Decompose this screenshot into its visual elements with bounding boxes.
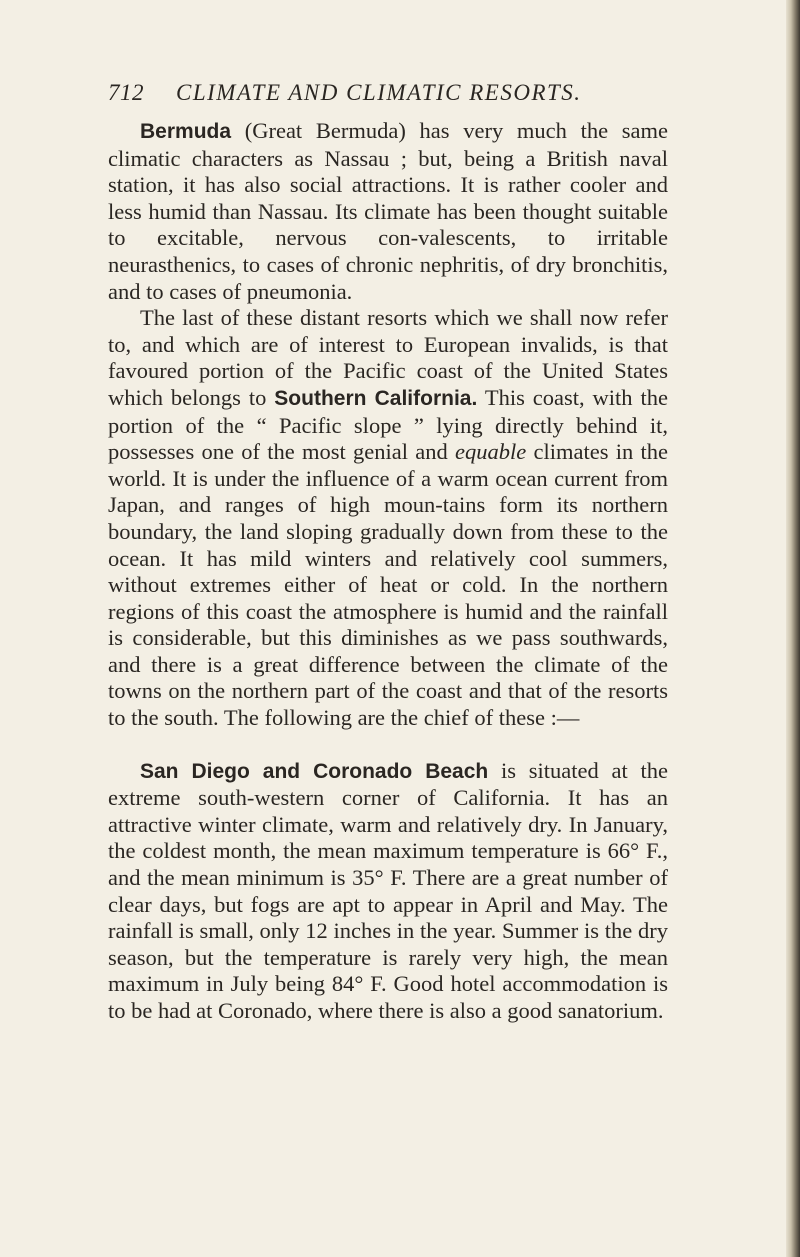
page-edge-shadow (786, 0, 800, 1257)
paragraph-bermuda (108, 118, 668, 305)
emphasis-equable: equable (455, 439, 527, 465)
paragraph-san-diego-text: is situated at the extreme south-western corner of California. It has an attractive winter climate, warm and relatively dry. In January, the coldest month, the mean maximum temperature is 66° F., and the mean minimum is 35° F. There are a great number of clear days, but fogs are apt to appear in April and May. The rainfall is small, only 12 inches in the year. Summer is the dry season, but the temperature is rarely very high, the mean maximum in July being 84° F. Good hotel accommodation is to be had at Coronado, where there is also a good sanatorium. (108, 757, 668, 1023)
paragraph-bermuda-text: (Great Bermuda) has very much the same climatic characters as Nassau ; but, being a British naval station, it has also social attractions. It is rather cooler and less humid than Nassau. Its climate has been thought suitable to excitable, nervous con-valescents, to irritable neurasthenics, to cases of chronic nephritis, of dry bronchitis, and to cases of pneumonia. (108, 118, 668, 304)
paragraph-california-text-after: climates in the world. It is under the influence of a warm ocean current from Japan, and ranges of high moun-tains form its northern boundary, the land sloping gradually down from these to the ocean. It has mild winters and relatively cool summers, without extremes either of heat or cold. In the northern regions of this coast the atmosphere is humid and the rainfall is considerable, but this diminishes as we pass southwards, and there is a great difference between the climate of the towns on the northern part of the coast and that of the resorts to the south. The following are the chief of these :— (108, 439, 668, 731)
page-number: 712 (108, 80, 144, 105)
body-text (108, 118, 668, 1025)
running-header (108, 80, 668, 110)
heading-bermuda: Bermuda (140, 120, 232, 143)
heading-southern-california: Southern California. (274, 386, 478, 410)
paragraph-california-text-before: The last of these distant resorts which we shall now refer to, and which are of interest to European invalids, is that favoured portion of the Pacific coast of the United States which belongs to (108, 305, 668, 410)
paragraph-san-diego (108, 758, 668, 1025)
paragraph-california (108, 305, 668, 732)
running-title: CLIMATE AND CLIMATIC RESORTS. (176, 80, 582, 105)
heading-san-diego: San Diego and Coronado Beach (140, 759, 489, 783)
paragraph-california-text-middle: This coast, with the portion of the “ Pacific slope ” lying directly behind it, possesses one of the most genial and (108, 384, 668, 465)
